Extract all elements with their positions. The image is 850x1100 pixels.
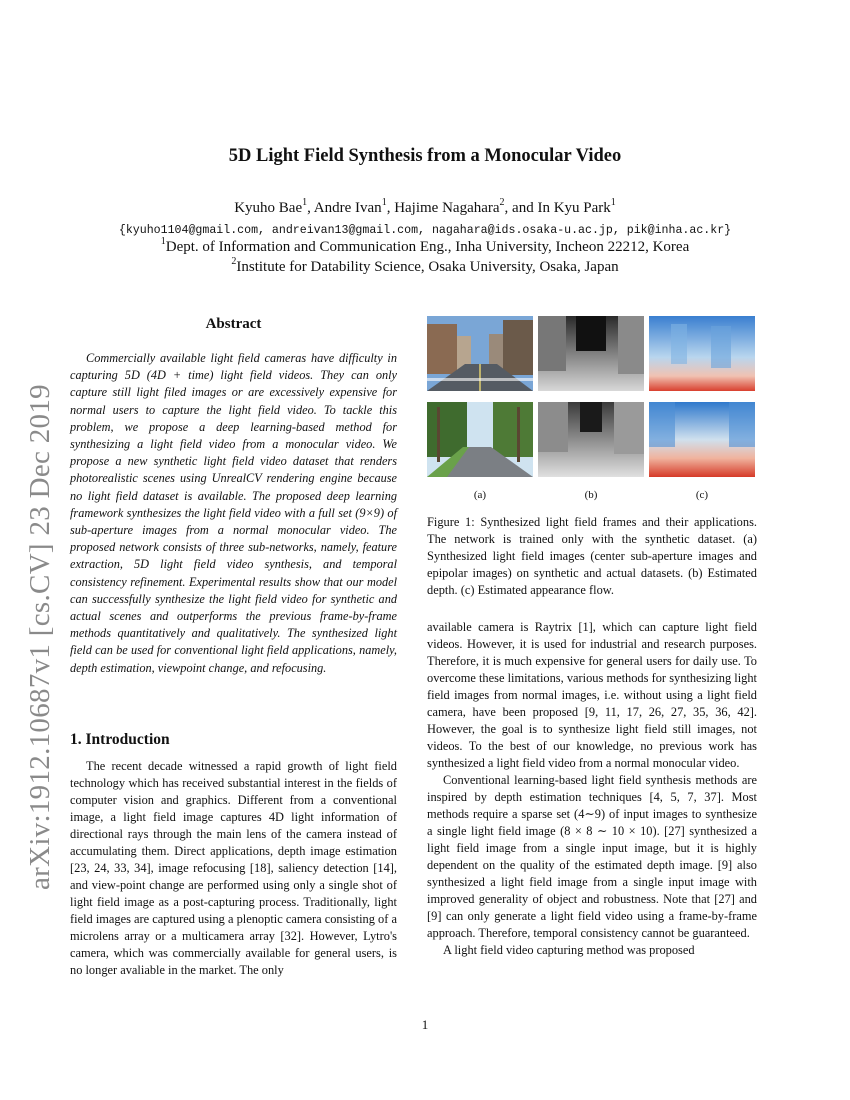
author-emails: {kyuho1104@gmail.com, andreivan13@gmail.com, nagahara@ids.osaka-u.ac.jp, pik@inha.ac.kr} (118, 224, 732, 237)
abstract-heading: Abstract (205, 316, 262, 332)
figure-1 (427, 316, 757, 486)
author-name: , and In Kyu Park (504, 200, 611, 216)
author-name: Kyuho Bae (234, 200, 303, 216)
subfigure-label-a: (a) (473, 489, 487, 501)
author-affil-mark: 2 (499, 197, 505, 208)
synthetic-city-image (427, 316, 533, 391)
affiliation-text: Dept. of Information and Communication Eng., Inha University, Incheon 22212, Korea (165, 239, 690, 255)
introduction-heading: 1. Introduction (70, 731, 170, 748)
right-column-text (427, 619, 757, 959)
paper-title: 5D Light Field Synthesis from a Monocular Video (228, 146, 622, 166)
actual-appearance-flow (649, 402, 755, 477)
subfigure-label-c: (c) (695, 489, 709, 501)
author-affil-mark: 1 (302, 197, 308, 208)
body-paragraph: available camera is Raytrix [1], which can capture light field videos. However, it is used for industrial and research purposes. Therefore, it is much expensive for general users for daily use. To overcome these limitations, various methods for synthesizing light field images from normal images, i.e. without using a light field camera, have been proposed [9, 11, 17, 26, 27, 35, 36, 42]. However, the goal is to synthesize light field still images, not videos. To the best of our knowledge, no previous work has synthesized a light field video from a normal monocular video. (427, 620, 757, 770)
author-affil-mark: 1 (381, 197, 387, 208)
synthetic-depth-map (538, 316, 644, 391)
affiliation-mark: 2 (231, 256, 237, 267)
author-list (0, 197, 850, 217)
actual-depth-map (538, 402, 644, 477)
body-paragraph: A light field video capturing method was proposed (443, 943, 695, 957)
actual-street-image (427, 402, 533, 477)
subfigure-label-b: (b) (584, 489, 598, 501)
affiliation-mark: 1 (160, 236, 166, 247)
synthetic-appearance-flow (649, 316, 755, 391)
affiliation-2 (0, 256, 850, 276)
abstract-text: Commercially available light field cameras have difficulty in capturing 5D (4D + time) light field videos. They can only capture still light filed images or are excessively expensive for normal users to capture the light field video. To tackle this problem, we propose a deep learning-based method for synthesizing a light field video from a monocular video. We propose a new synthetic light field video dataset that renders photorealistic scenes using UnrealCV rendering engine because no light field dataset is available. The proposed deep learning framework synthesizes the light field video with a full set (9×9) of sub-aperture images from a normal monocular video. The proposed network consists of three sub-networks, namely, feature extraction, 5D light field video synthesis, and temporal consistency refinement. Experimental results show that our model can successfully synthesize the light field video for synthetic and actual scenes and outperforms the previous frame-by-frame methods quantitatively and qualitatively. The synthesized light field can be used for conventional light field applications, namely, depth estimation, viewpoint change, and refocusing. (70, 351, 397, 675)
affiliation-text: Institute for Datability Science, Osaka University, Osaka, Japan (236, 259, 619, 275)
body-paragraph: Conventional learning-based light field synthesis methods are inspired by depth estimation techniques [4, 5, 7, 37]. Most methods require a sparse set (4∼9) of input images to synthesize a single light field image (8 × 8 ∼ 10 × 10). [27] synthesized a light field image from a single input image, but it is highly dependent on the quality of the estimated depth image. [9] also synthesized a light field image from a single input image with improved generality of object and robustness. Note that [27] and [9] can only generate a light field video using a frame-by-frame approach. Therefore, temporal consistency cannot be guaranteed. (427, 773, 757, 940)
affiliation-1 (0, 236, 850, 256)
author-name: , Andre Ivan (307, 200, 382, 216)
arxiv-identifier: arXiv:1912.10687v1 [cs.CV] 23 Dec 2019 (24, 384, 56, 890)
author-name: , Hajime Nagahara (386, 200, 500, 216)
page-number: 1 (421, 1017, 429, 1032)
figure-caption: Figure 1: Synthesized light field frames and their applications. The network is trained only with the synthetic dataset. (a) Synthesized light field images (center sub-aperture images and epipolar images) on synthetic and actual datasets. (b) Estimated depth. (c) Estimated appearance flow. (427, 515, 757, 597)
author-affil-mark: 1 (610, 197, 616, 208)
introduction-paragraph: The recent decade witnessed a rapid growth of light field technology which has received substantial interest in the fields of computer vision and graphics. Different from a conventional image, a light field image captures 4D light information of directional rays through the main lens of the camera instead of accumulating them. Direct applications, depth image estimation [23, 24, 33, 34], image refocusing [18], saliency detection [14], and view-point change are performed using only a single shot of light field image as a post-capturing process. Traditionally, light field images are captured using a plenoptic camera consisting of a microlens array or a multicamera array [32]. However, Lytro's camera, which was commercially available for general users, is no longer avaliable in the market. The only (70, 759, 397, 977)
